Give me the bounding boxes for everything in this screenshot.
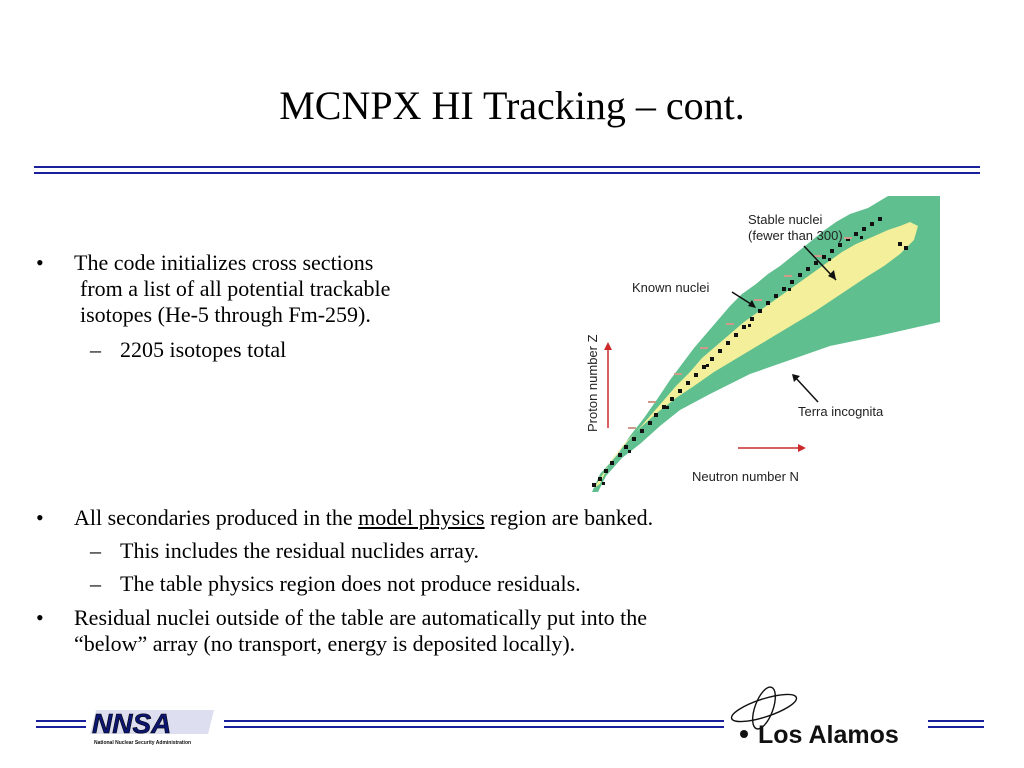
title-rule-bottom bbox=[34, 172, 980, 174]
footer-rule-right-bottom bbox=[928, 726, 984, 728]
stable-nuclei-count-label: (fewer than 300) bbox=[748, 228, 843, 243]
sub-bullet-text: This includes the residual nuclides array. bbox=[120, 538, 480, 563]
proton-axis-label: Proton number Z bbox=[585, 334, 600, 432]
atom-nucleus-icon bbox=[740, 730, 748, 738]
bullet-1-line-1: The code initializes cross sections bbox=[74, 250, 374, 275]
sub-bullet-text: 2205 isotopes total bbox=[120, 337, 287, 362]
bullet-1-line-3: isotopes (He-5 through Fm-259). bbox=[80, 302, 371, 327]
sub-bullet-2-2 bbox=[90, 571, 730, 597]
bullet-1 bbox=[36, 250, 516, 340]
nnsa-logo-subtitle: National Nuclear Security Administration bbox=[94, 740, 192, 746]
footer-rule-mid-bottom bbox=[224, 726, 724, 728]
proton-axis-arrow-head bbox=[604, 342, 612, 350]
footer-rule-right-top bbox=[928, 720, 984, 722]
sub-bullet-2-1 bbox=[90, 538, 610, 564]
footer-rule-mid-top bbox=[224, 720, 724, 722]
bullet-2 bbox=[36, 505, 836, 531]
bullet-2-pre: All secondaries produced in the bbox=[74, 505, 359, 530]
bullet-2-text bbox=[74, 505, 653, 531]
sub-bullet-dash: – bbox=[90, 538, 101, 563]
nnsa-logo-text: NNSA bbox=[92, 708, 172, 739]
bullet-2-post: region are banked. bbox=[484, 505, 654, 530]
sub-bullet-1-1 bbox=[90, 337, 390, 363]
chart-of-nuclides-figure bbox=[578, 196, 940, 494]
terra-incognita-label: Terra incognita bbox=[798, 404, 884, 419]
model-physics-link[interactable]: model physics bbox=[358, 505, 485, 530]
slide-title: MCNPX HI Tracking – cont. bbox=[279, 83, 745, 128]
bullet-mark: • bbox=[36, 505, 44, 530]
terra-incognita-arrow bbox=[794, 376, 818, 402]
los-alamos-logo bbox=[722, 684, 922, 750]
title-rule-top bbox=[34, 166, 980, 168]
bullet-mark: • bbox=[36, 250, 44, 275]
sub-bullet-dash: – bbox=[90, 571, 101, 596]
neutron-axis-label: Neutron number N bbox=[692, 469, 799, 484]
bullet-mark: • bbox=[36, 605, 44, 630]
neutron-axis-arrow-head bbox=[798, 444, 806, 452]
nnsa-logo bbox=[88, 702, 222, 748]
footer-rule-left-bottom bbox=[36, 726, 86, 728]
bullet-3-line-2: “below” array (no transport, energy is deposited locally). bbox=[74, 631, 576, 656]
footer-rule-left-top bbox=[36, 720, 86, 722]
bullet-3 bbox=[36, 605, 836, 659]
known-nuclei-label: Known nuclei bbox=[632, 280, 710, 295]
bullet-1-line-2: from a list of all potential trackable bbox=[80, 276, 391, 301]
los-alamos-logo-text: Los Alamos bbox=[758, 721, 899, 749]
stable-nuclei-label: Stable nuclei bbox=[748, 212, 823, 227]
sub-bullet-dash: – bbox=[90, 337, 101, 362]
sub-bullet-text: The table physics region does not produce residuals. bbox=[120, 571, 581, 596]
bullet-3-line-1: Residual nuclei outside of the table are automatically put into the bbox=[74, 605, 648, 630]
